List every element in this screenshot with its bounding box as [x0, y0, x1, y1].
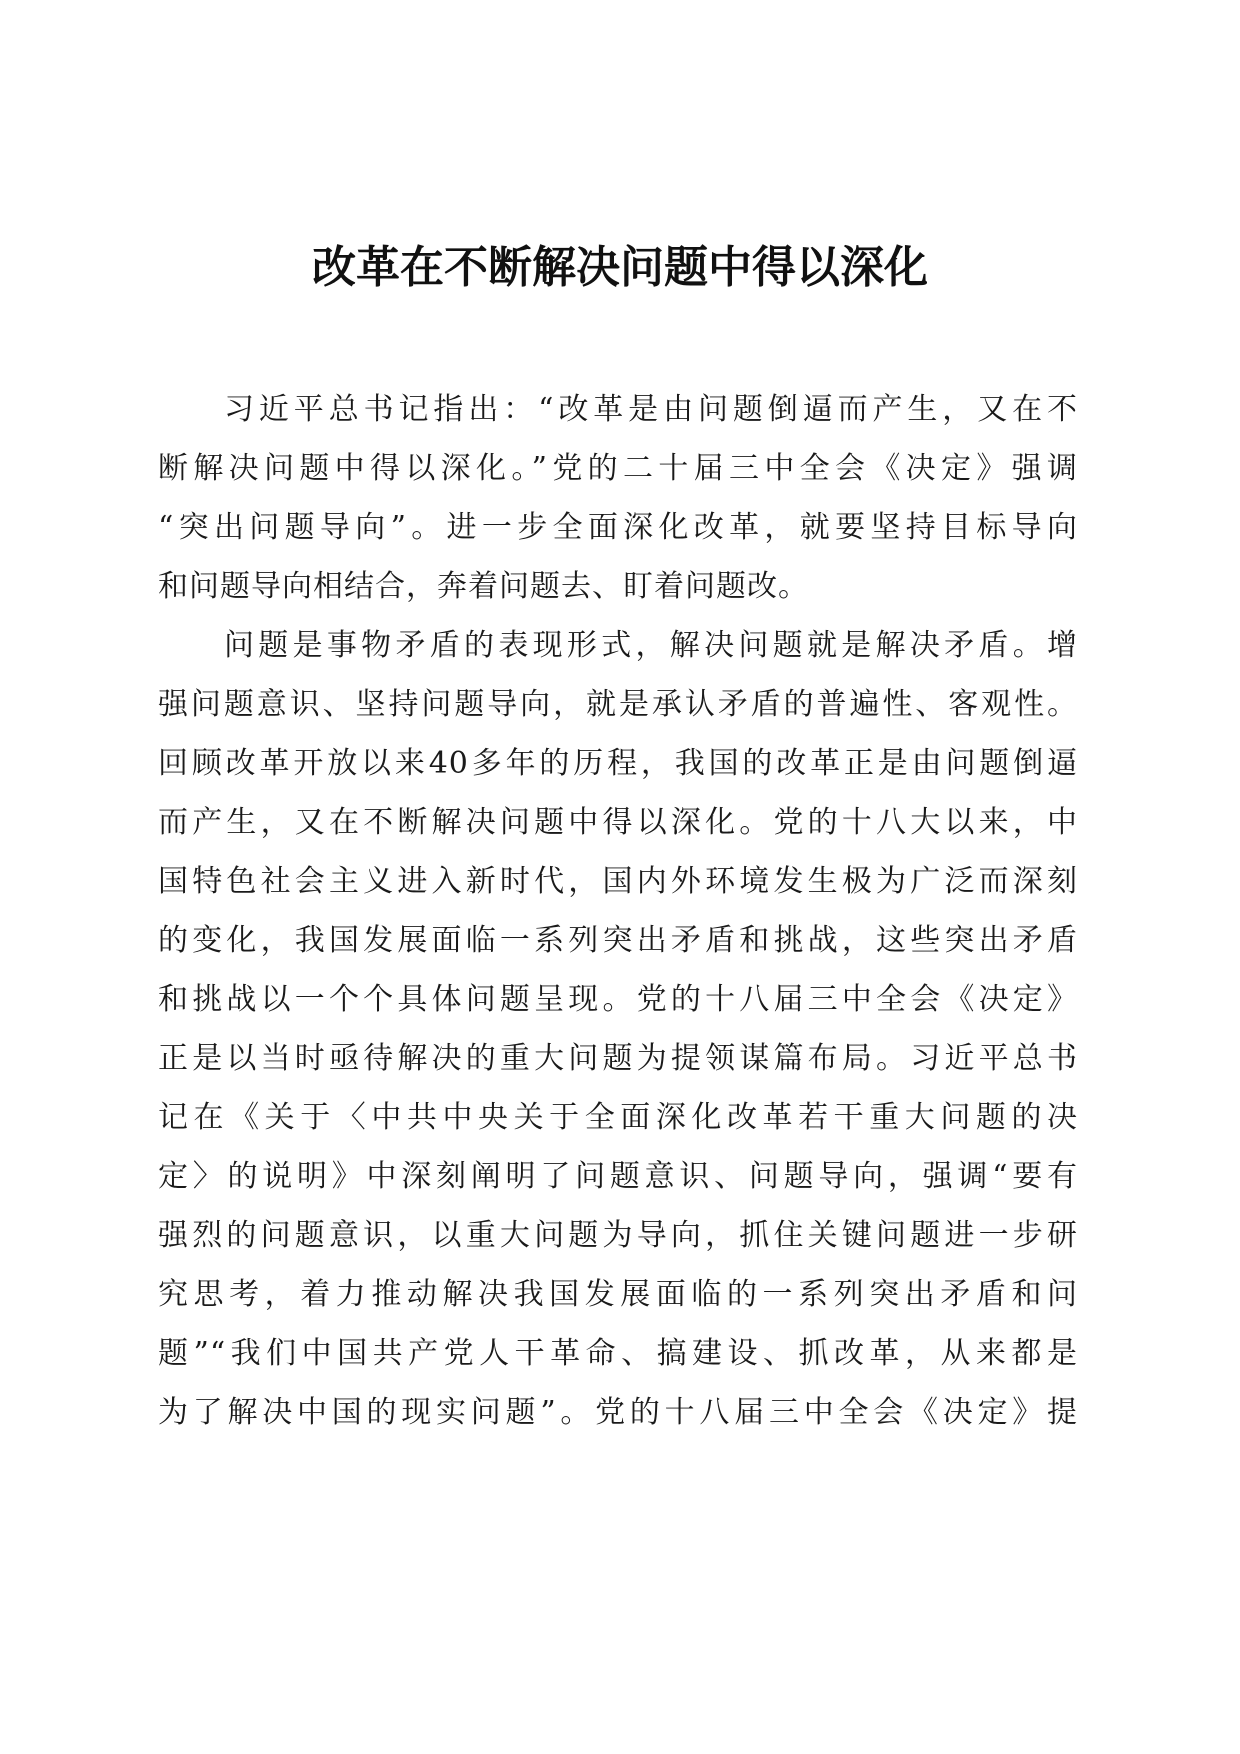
paragraph-2-line-11: 强烈的问题意识，以重大问题为导向，抓住关键问题进一步研	[158, 1218, 1078, 1253]
paragraph-2-line-9: 记在《关于〈中共中央关于全面深化改革若干重大问题的决	[158, 1100, 1078, 1135]
paragraph-2-line-8: 正是以当时亟待解决的重大问题为提领谋篇布局。习近平总书	[158, 1041, 1078, 1076]
paragraph-2-line-13: 题”“我们中国共产党人干革命、搞建设、抓改革，从来都是	[158, 1336, 1078, 1371]
paragraph-2-line-4: 而产生，又在不断解决问题中得以深化。党的十八大以来，中	[158, 805, 1078, 840]
paragraph-1-line-3: “突出问题导向”。进一步全面深化改革，就要坚持目标导向	[158, 510, 1078, 545]
paragraph-2-line-7: 和挑战以一个个具体问题呈现。党的十八届三中全会《决定》	[158, 982, 1078, 1017]
paragraph-1-line-4: 和问题导向相结合，奔着问题去、盯着问题改。	[158, 569, 809, 604]
paragraph-2-line-2: 强问题意识、坚持问题导向，就是承认矛盾的普遍性、客观性。	[158, 687, 1078, 722]
paragraph-1-line-1: 习近平总书记指出：“改革是由问题倒逼而产生，又在不	[224, 392, 1078, 427]
document-body	[158, 380, 1078, 1442]
paragraph-2-line-14: 为了解决中国的现实问题”。党的十八届三中全会《决定》提	[158, 1395, 1078, 1430]
paragraph-2-line-1: 问题是事物矛盾的表现形式，解决问题就是解决矛盾。增	[224, 628, 1078, 663]
paragraph-2-line-10: 定〉的说明》中深刻阐明了问题意识、问题导向，强调“要有	[158, 1159, 1078, 1194]
paragraph-2-line-6: 的变化，我国发展面临一系列突出矛盾和挑战，这些突出矛盾	[158, 923, 1078, 958]
paragraph-2-line-5: 国特色社会主义进入新时代，国内外环境发生极为广泛而深刻	[158, 864, 1078, 899]
paragraph-2-line-12: 究思考，着力推动解决我国发展面临的一系列突出矛盾和问	[158, 1277, 1078, 1312]
document-title: 改革在不断解决问题中得以深化	[312, 242, 928, 293]
paragraph-2-line-3: 回顾改革开放以来40多年的历程，我国的改革正是由问题倒逼	[158, 746, 1078, 781]
paragraph-1-line-2: 断解决问题中得以深化。”党的二十届三中全会《决定》强调	[158, 451, 1078, 486]
